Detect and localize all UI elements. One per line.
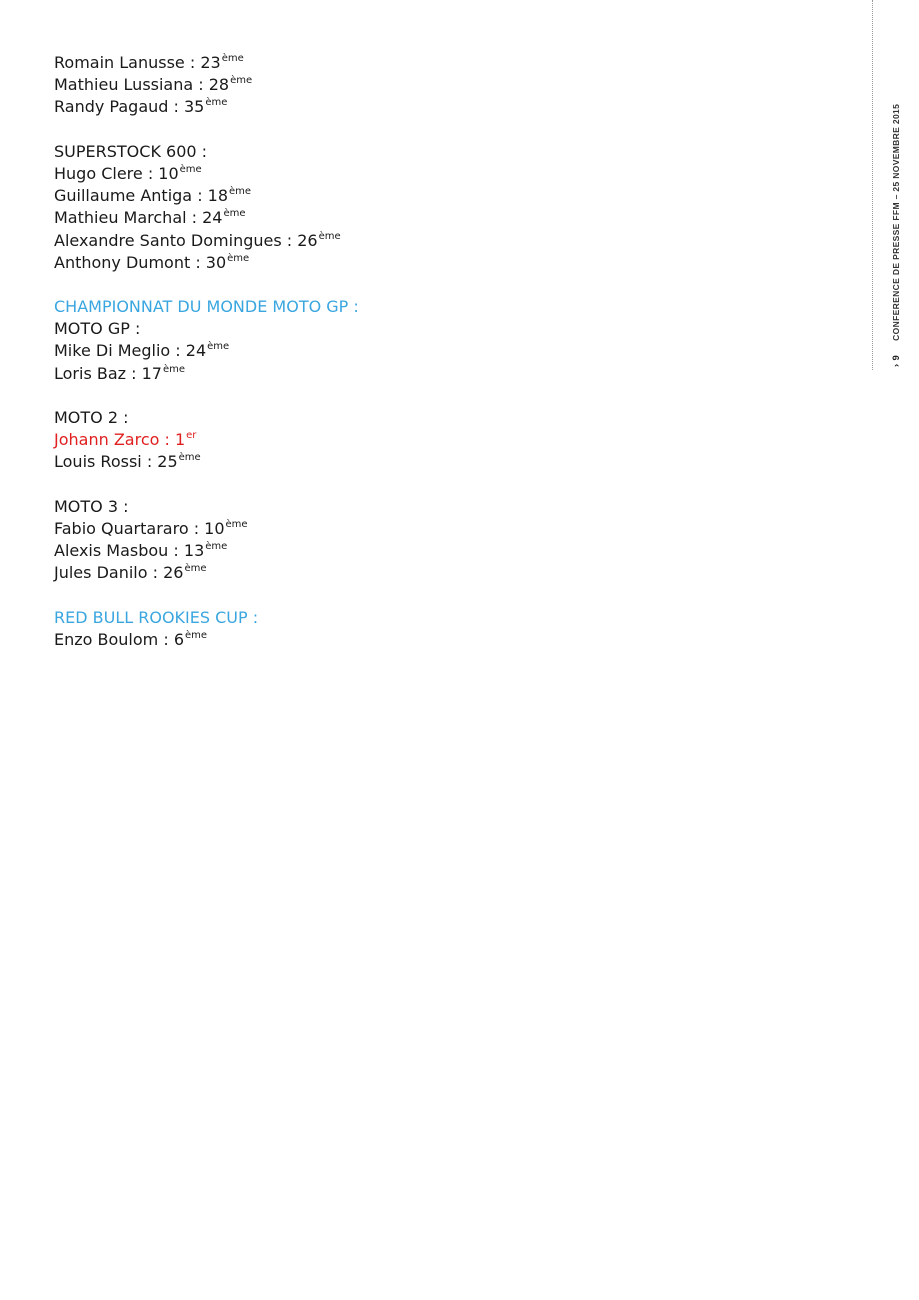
rider-result (54, 540, 814, 562)
rider-result (54, 185, 814, 207)
rank-suffix: ème (162, 363, 186, 375)
rank-suffix: ème (225, 518, 248, 530)
section-heading: RED BULL ROOKIES CUP : (54, 607, 259, 627)
rank-suffix: ème (207, 341, 230, 353)
rider-result (54, 252, 814, 274)
rider-name-rank: Mathieu Marchal : 24 (54, 208, 223, 228)
rider-name-rank: Alexandre Santo Domingues : 26 (54, 230, 318, 250)
spacer (54, 119, 814, 141)
rider-name-rank: Louis Rossi : 25 (54, 452, 178, 472)
page-number: › 9 (891, 354, 902, 367)
rider-name-rank: Mathieu Lussiana : 28 (54, 75, 230, 95)
rider-name-rank: Alexis Masbou : 13 (54, 541, 205, 561)
rider-name-rank: Jules Danilo : 26 (54, 563, 184, 583)
rank-suffix: ème (185, 629, 208, 641)
rider-name-rank: Fabio Quartararo : 10 (54, 518, 225, 538)
rank-suffix: ème (227, 252, 250, 264)
category-label: MOTO GP : (54, 319, 141, 339)
results-list (54, 52, 814, 651)
rider-result (54, 207, 814, 229)
rider-result (54, 629, 814, 651)
spacer (54, 385, 814, 407)
rider-name-rank: Loris Baz : 17 (54, 363, 162, 383)
rider-name-rank: Anthony Dumont : 30 (54, 252, 227, 272)
rank-suffix: ème (205, 97, 228, 109)
rider-result (54, 96, 814, 118)
spacer (54, 474, 814, 496)
rank-suffix: ème (221, 53, 244, 64)
rank-suffix: ème (230, 75, 253, 87)
spacer (54, 274, 814, 296)
rider-result (54, 340, 814, 362)
rider-name-rank: Mike Di Meglio : 24 (54, 341, 207, 361)
rider-result (54, 363, 814, 385)
rank-suffix: ème (229, 186, 252, 198)
category-label: MOTO 2 : (54, 408, 129, 427)
rider-result (54, 518, 814, 540)
rider-name-rank: Enzo Boulom : 6 (54, 629, 184, 649)
rank-suffix: ème (178, 452, 201, 464)
category-label: SUPERSTOCK 600 : (54, 141, 208, 161)
rider-name-rank: Romain Lanusse : 23 (54, 53, 221, 72)
rider-name-rank: Guillaume Antiga : 18 (54, 186, 229, 206)
rider-result (54, 429, 814, 451)
rank-suffix: ème (223, 208, 246, 220)
spacer (54, 585, 814, 607)
rider-result (54, 230, 814, 252)
running-header: CONFERENCE DE PRESSE FFM – 25 NOVEMBRE 2015 (891, 103, 901, 341)
rider-result (54, 451, 814, 473)
rider-name-rank: Johann Zarco : 1 (54, 430, 186, 450)
rank-suffix: ème (179, 163, 202, 175)
rider-name-rank: Randy Pagaud : 35 (54, 97, 205, 117)
rider-result (54, 562, 814, 584)
rider-result (54, 52, 814, 74)
rider-result (54, 74, 814, 96)
rank-suffix: ème (205, 541, 228, 553)
category-label: MOTO 3 : (54, 496, 129, 516)
rank-suffix: ème (318, 230, 341, 242)
rank-suffix: er (186, 430, 197, 442)
sidebar-divider (872, 0, 874, 370)
rank-suffix: ème (184, 563, 207, 575)
section-heading: CHAMPIONNAT DU MONDE MOTO GP : (54, 297, 359, 317)
rider-result (54, 163, 814, 185)
rider-name-rank: Hugo Clere : 10 (54, 163, 179, 183)
